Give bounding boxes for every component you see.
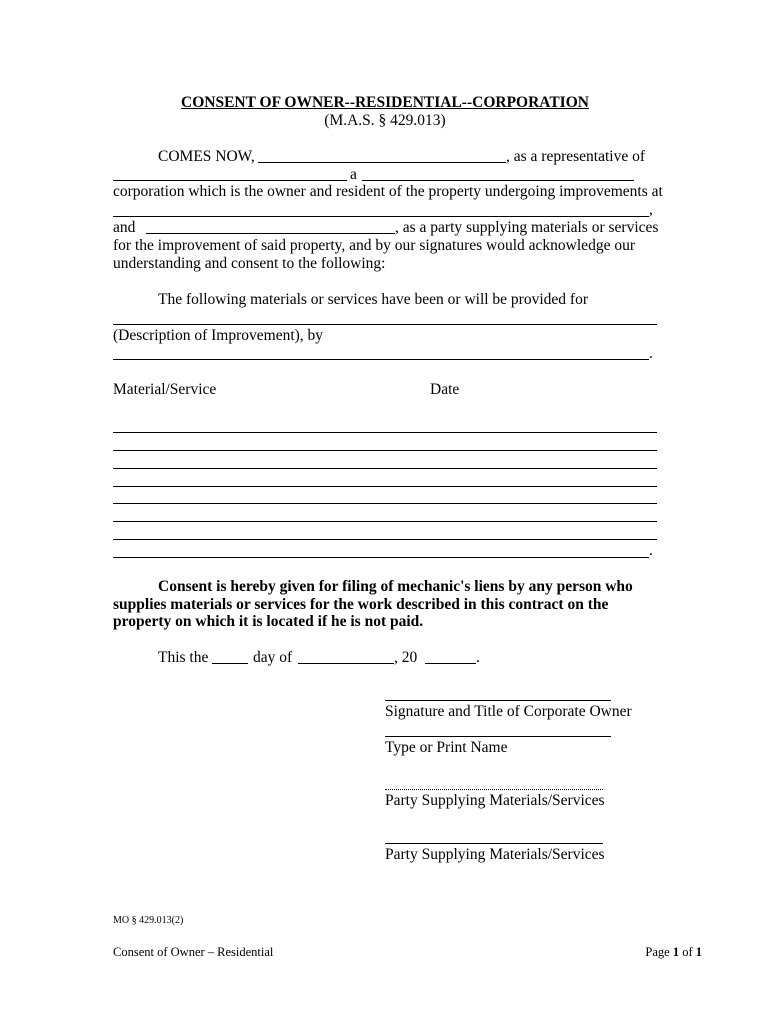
corporation-name-field[interactable] <box>362 180 634 181</box>
property-address-field[interactable] <box>113 216 649 217</box>
material-line-1[interactable] <box>113 432 657 433</box>
consent-line-2: supplies materials or services for the work described in this contract on the <box>113 596 609 613</box>
material-line-4[interactable] <box>113 486 657 487</box>
material-line-5[interactable] <box>113 503 657 504</box>
print-name-label: Type or Print Name <box>385 739 508 756</box>
party-1-signature-line[interactable] <box>385 789 603 790</box>
year-prefix-label: , 20 <box>394 649 418 666</box>
and-label: and <box>113 219 136 236</box>
a-label: a <box>350 166 357 183</box>
page-title: CONSENT OF OWNER--RESIDENTIAL--CORPORATION <box>181 94 589 111</box>
improvement-description-field[interactable] <box>113 324 657 325</box>
corporation-text: corporation which is the owner and resident of the property undergoing improvements at <box>113 183 663 200</box>
material-line-8[interactable] <box>113 557 649 558</box>
materials-provided-text: The following materials or services have been or will be provided for <box>158 291 588 308</box>
month-field[interactable] <box>298 663 394 664</box>
corporate-owner-label: Signature and Title of Corporate Owner <box>385 703 632 720</box>
consent-line-1: Consent is hereby given for filing of mechanic's liens by any person who <box>158 578 633 595</box>
understanding-text: understanding and consent to the following: <box>113 255 386 272</box>
print-name-line[interactable] <box>385 736 611 737</box>
page-current: 1 <box>672 945 680 959</box>
page-label: Page <box>645 945 670 959</box>
materials-end-period: . <box>649 542 653 559</box>
statute-subtitle: (M.A.S. § 429.013) <box>324 112 446 129</box>
page-total: 1 <box>695 945 702 959</box>
party-supplying-label: , as a party supplying materials or services <box>395 219 659 236</box>
representative-title-field[interactable] <box>113 180 347 181</box>
year-field[interactable] <box>425 663 476 664</box>
party-2-label: Party Supplying Materials/Services <box>385 846 605 863</box>
date-end-period: . <box>476 649 480 666</box>
supplier-name-field[interactable] <box>146 233 395 234</box>
as-representative-label: , as a representative of <box>506 148 646 165</box>
statute-footer: MO § 429.013(2) <box>113 915 184 926</box>
material-line-7[interactable] <box>113 539 657 540</box>
description-label: (Description of Improvement), by <box>113 327 324 344</box>
form-name-footer: Consent of Owner – Residential <box>113 945 274 959</box>
material-service-header: Material/Service <box>113 381 217 398</box>
provider-field[interactable] <box>113 359 649 360</box>
party-2-signature-line[interactable] <box>385 843 603 844</box>
day-field[interactable] <box>212 663 248 664</box>
representative-name-field[interactable] <box>258 162 506 163</box>
this-the-label: This the <box>158 649 209 666</box>
party-1-label: Party Supplying Materials/Services <box>385 792 605 809</box>
page-number <box>645 945 702 960</box>
comes-now-label: COMES NOW, <box>158 148 255 165</box>
improvement-text: for the improvement of said property, and by our signatures would acknowledge our <box>113 237 635 254</box>
date-header: Date <box>430 381 460 398</box>
material-line-3[interactable] <box>113 468 657 469</box>
corporate-owner-signature-line[interactable] <box>385 700 611 701</box>
material-line-6[interactable] <box>113 521 657 522</box>
period-label: . <box>649 345 653 362</box>
comma-label: , <box>649 201 653 218</box>
material-line-2[interactable] <box>113 450 657 451</box>
day-of-label: day of <box>253 649 293 666</box>
consent-line-3: property on which it is located if he is not paid. <box>113 613 424 630</box>
page-of: of <box>682 945 693 959</box>
